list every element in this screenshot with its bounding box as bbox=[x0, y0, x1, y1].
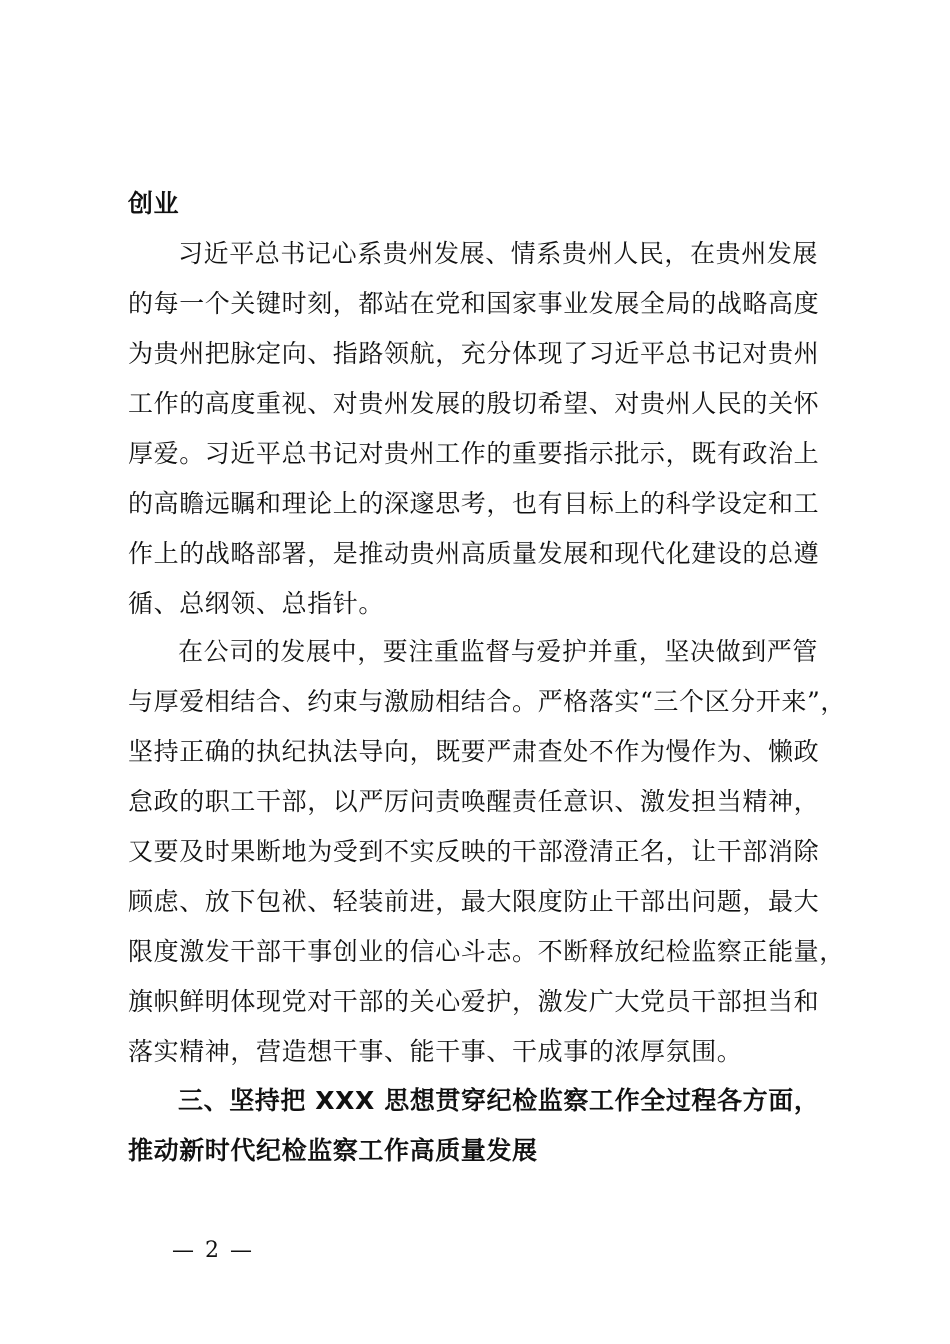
paragraph-line: 在公司的发展中，要注重监督与爱护并重，坚决做到严管 bbox=[178, 637, 819, 666]
paragraph-line: 为贵州把脉定向、指路领航，充分体现了习近平总书记对贵州 bbox=[128, 339, 820, 368]
paragraph-line: 的每一个关键时刻，都站在党和国家事业发展全局的战略高度 bbox=[128, 289, 820, 318]
paragraph-2 bbox=[128, 627, 846, 1077]
section-heading-line: 三、坚持把 XXX 思想贯穿纪检监察工作全过程各方面， bbox=[178, 1086, 820, 1115]
paragraph-1 bbox=[128, 229, 833, 629]
section-heading bbox=[128, 1076, 819, 1176]
paragraph-line: 工作的高度重视、对贵州发展的殷切希望、对贵州人民的关怀 bbox=[128, 389, 820, 418]
paragraph-line: 又要及时果断地为受到不实反映的干部澄清正名，让干部消除 bbox=[128, 837, 820, 866]
paragraph-line: 与厚爱相结合、约束与激励相结合。严格落实“三个区分开来”， bbox=[128, 687, 846, 716]
paragraph-line: 旗帜鲜明体现党对干部的关心爱护，激发广大党员干部担当和 bbox=[128, 987, 820, 1016]
paragraph-line: 限度激发干部干事创业的信心斗志。不断释放纪检监察正能量， bbox=[128, 937, 845, 966]
paragraph-line: 顾虑、放下包袱、轻装前进，最大限度防止干部出问题，最大 bbox=[128, 887, 820, 916]
page-number: — 2 — bbox=[172, 1238, 254, 1263]
paragraph-line: 习近平总书记心系贵州发展、情系贵州人民，在贵州发展 bbox=[178, 239, 819, 268]
paragraph-line: 作上的战略部署，是推动贵州高质量发展和现代化建设的总遵 bbox=[128, 539, 820, 568]
section-heading-line: 推动新时代纪检监察工作高质量发展 bbox=[128, 1136, 538, 1165]
paragraph-line: 怠政的职工干部，以严厉问责唤醒责任意识、激发担当精神， bbox=[128, 787, 820, 816]
paragraph-line: 的高瞻远瞩和理论上的深邃思考，也有目标上的科学设定和工 bbox=[128, 489, 820, 518]
paragraph-line: 厚爱。习近平总书记对贵州工作的重要指示批示，既有政治上 bbox=[128, 439, 820, 468]
paragraph-line: 坚持正确的执纪执法导向，既要严肃查处不作为慢作为、懒政 bbox=[128, 737, 820, 766]
paragraph-line: 落实精神，营造想干事、能干事、干成事的浓厚氛围。 bbox=[128, 1037, 743, 1066]
continued-heading: 创业 bbox=[128, 189, 180, 218]
paragraph-line: 循、总纲领、总指针。 bbox=[128, 589, 385, 618]
